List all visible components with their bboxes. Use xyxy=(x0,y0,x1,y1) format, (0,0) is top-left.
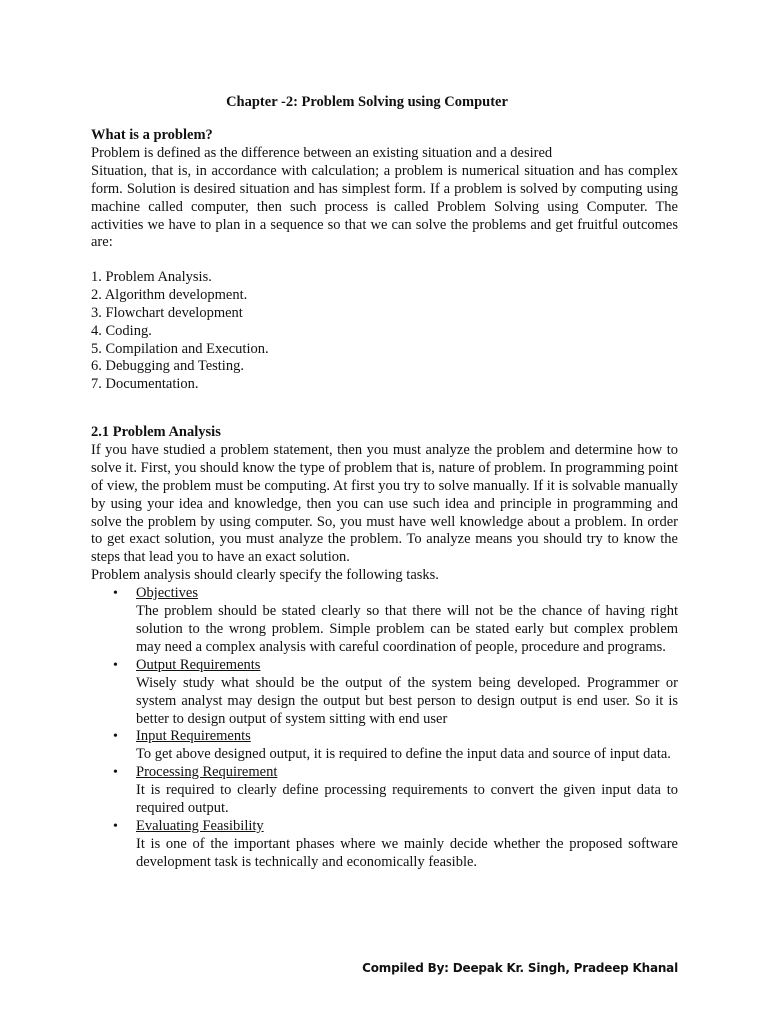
list-item: 2. Algorithm development. xyxy=(91,286,248,303)
bullet-label: Processing Requirement xyxy=(136,764,278,781)
bullet-text: It is required to clearly define processing requirements to convert the given input data to required output. xyxy=(136,782,678,817)
section-what-is-a-problem xyxy=(91,127,678,252)
paragraph-first-line: Problem is defined as the difference between an existing situation and a desired xyxy=(91,144,553,161)
chapter-title: Chapter -2: Problem Solving using Computer xyxy=(226,94,508,110)
list-item xyxy=(91,728,678,764)
list-item: 1. Problem Analysis. xyxy=(91,269,212,285)
bullet-text: To get above designed output, it is required to define the input data and source of input data. xyxy=(136,746,671,763)
list-item xyxy=(91,585,678,657)
bullet-label: Evaluating Feasibility xyxy=(136,817,264,834)
paragraph-problem-analysis: If you have studied a problem statement, then you must analyze the problem and determine how to solve it. First, you should know the type of problem that is, nature of problem. In programming point of view, the problem must be computing. At first you try to solve manually. If it is solvable manually by using your idea and knowledge, then you can use such idea and principle in programming and solve the problem by using computer. So, you must have well knowledge about a problem. In order to get exact solution, you must analyze the problem. To analyze means you should try to know the steps that lead you to have an exact solution. xyxy=(91,441,678,566)
bullet-icon: • xyxy=(113,729,118,745)
section-heading-what-is-a-problem: What is a problem? xyxy=(91,127,213,143)
requirements-list xyxy=(91,585,678,872)
bullet-text: It is one of the important phases where we mainly decide whether the proposed software development task is technically and economically feasible. xyxy=(136,835,678,870)
list-item: 6. Debugging and Testing. xyxy=(91,358,244,375)
bullet-label: Output Requirements xyxy=(136,656,261,673)
bullet-text: The problem should be stated clearly so that there will not be the chance of having right solution to the wrong problem. Simple problem can be stated early but complex problem may need a complex analysis with careful coordination of people, procedure and programs. xyxy=(136,603,678,655)
section-heading-problem-analysis: 2.1 Problem Analysis xyxy=(91,424,221,440)
list-item: 5. Compilation and Execution. xyxy=(91,340,269,357)
section-problem-analysis xyxy=(91,424,678,872)
steps-list xyxy=(91,269,678,394)
bullet-icon: • xyxy=(113,586,118,602)
bullet-text: Wisely study what should be the output of the system being developed. Programmer or system analyst may design the output but best person to design output is end user. So it is better to design output of system sitting with end user xyxy=(136,674,678,727)
bullet-icon: • xyxy=(113,657,118,673)
list-item: 3. Flowchart development xyxy=(91,304,243,321)
paragraph-problem-definition: Situation, that is, in accordance with calculation; a problem is numerical situation and has complex form. Solution is desired situation and has simplest form. If a problem is solved by computing using machine called computer, then such process is called Problem Solving using Computer. The activities we have to plan in a sequence so that we can solve the problems and get fruitful outcomes are: xyxy=(91,162,678,251)
list-item xyxy=(91,764,678,818)
list-item: 7. Documentation. xyxy=(91,376,199,393)
footer-credit: Compiled By: Deepak Kr. Singh, Pradeep Khanal xyxy=(362,961,678,975)
list-item xyxy=(91,818,678,872)
list-item: 4. Coding. xyxy=(91,322,152,339)
paragraph-intro: Problem analysis should clearly specify the following tasks. xyxy=(91,567,439,584)
bullet-label: Objectives xyxy=(136,585,199,602)
list-item xyxy=(91,657,678,729)
bullet-icon: • xyxy=(113,818,118,834)
bullet-label: Input Requirements xyxy=(136,728,251,745)
bullet-icon: • xyxy=(113,765,118,781)
